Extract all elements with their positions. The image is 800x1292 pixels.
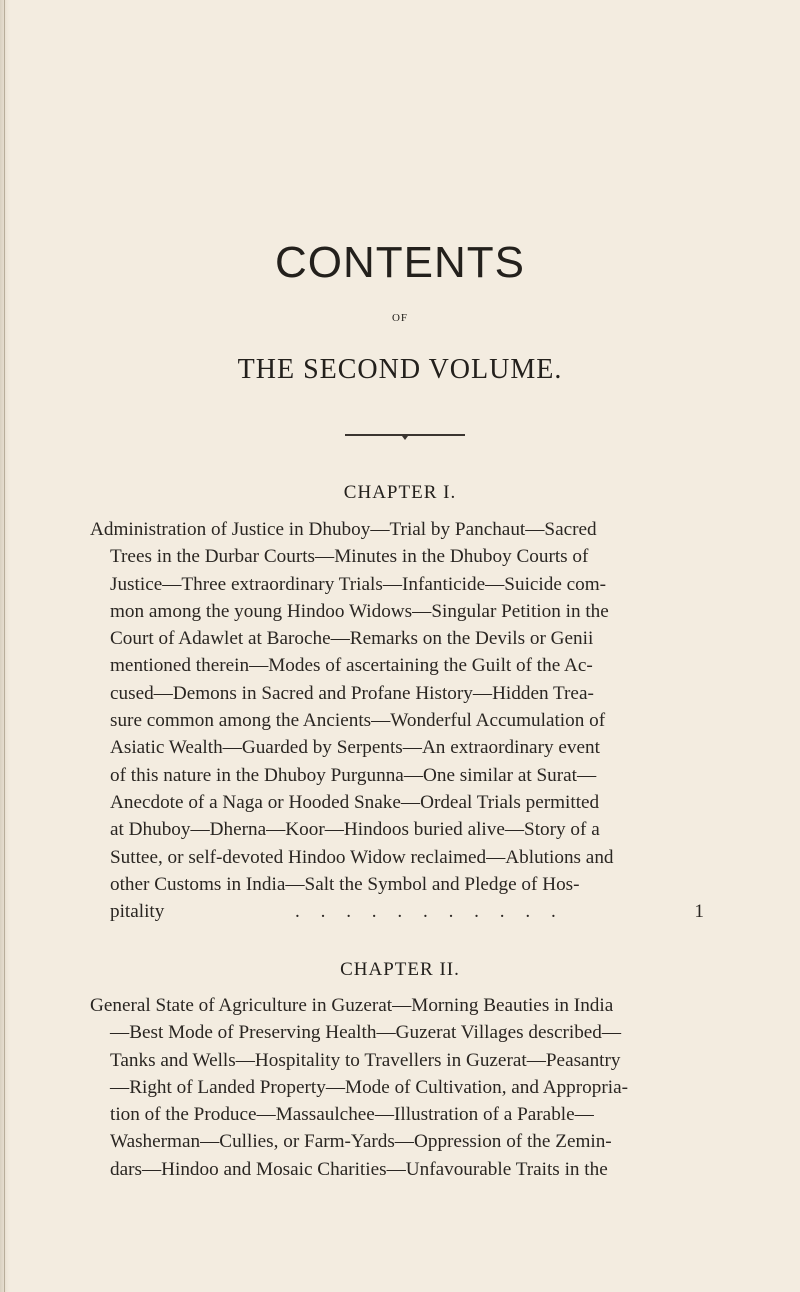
summary-line: Asiatic Wealth—Guarded by Serpents—An extraordinary event <box>110 737 600 759</box>
summary-line: Court of Adawlet at Baroche—Remarks on the Devils or Genii <box>110 628 594 650</box>
chapter-2-summary <box>90 992 712 1183</box>
summary-line: —Right of Landed Property—Mode of Cultivation, and Appropria- <box>110 1076 628 1098</box>
page-number: 1 <box>694 901 704 923</box>
summary-line: Administration of Justice in Dhuboy—Trial by Panchaut—Sacred <box>90 519 597 540</box>
chapter-1-summary <box>90 516 712 925</box>
summary-line: sure common among the Ancients—Wonderful Accumulation of <box>110 710 606 732</box>
page-gutter-edge <box>0 0 10 1292</box>
summary-line: of this nature in the Dhuboy Purgunna—One similar at Surat— <box>110 764 597 786</box>
gutter-line <box>4 0 5 1292</box>
summary-line: dars—Hindoo and Mosaic Charities—Unfavourable Traits in the <box>110 1158 608 1180</box>
decorative-rule <box>345 434 465 436</box>
summary-line: cused—Demons in Sacred and Profane History—Hidden Trea- <box>110 682 594 704</box>
summary-line: Tanks and Wells—Hospitality to Travellers in Guzerat—Peasantry <box>110 1049 621 1071</box>
summary-line: Suttee, or self-devoted Hindoo Widow reclaimed—Ablutions and <box>110 846 614 868</box>
summary-last-line <box>90 898 712 925</box>
summary-line: Trees in the Durbar Courts—Minutes in the Dhuboy Courts of <box>110 546 589 568</box>
chapter-1-heading: CHAPTER I. <box>343 482 457 503</box>
summary-line: —Best Mode of Preserving Health—Guzerat Villages described— <box>110 1022 622 1044</box>
summary-line: tion of the Produce—Massaulchee—Illustration of a Parable— <box>110 1104 594 1126</box>
summary-line: at Dhuboy—Dherna—Koor—Hindoos buried alive—Story of a <box>110 819 600 841</box>
summary-line: mentioned therein—Modes of ascertaining the Guilt of the Ac- <box>110 655 593 677</box>
summary-line: General State of Agriculture in Guzerat—Morning Beauties in India <box>90 995 614 1016</box>
page-subtitle: THE SECOND VOLUME. <box>237 354 563 385</box>
dot-leader: . . . . . . . . . . . <box>295 901 564 923</box>
page-title: CONTENTS <box>275 238 525 287</box>
chapter-2-heading: CHAPTER II. <box>340 959 460 980</box>
summary-line-text: pitality <box>110 901 165 923</box>
summary-line: Anecdote of a Naga or Hooded Snake—Ordeal Trials permitted <box>110 791 600 813</box>
title-connector: OF <box>391 312 409 324</box>
summary-line: Washerman—Cullies, or Farm-Yards—Oppression of the Zemin- <box>110 1131 612 1153</box>
summary-line: other Customs in India—Salt the Symbol and Pledge of Hos- <box>110 873 580 895</box>
summary-line: mon among the young Hindoo Widows—Singular Petition in the <box>110 600 609 622</box>
summary-line: Justice—Three extraordinary Trials—Infanticide—Suicide com- <box>110 573 607 595</box>
